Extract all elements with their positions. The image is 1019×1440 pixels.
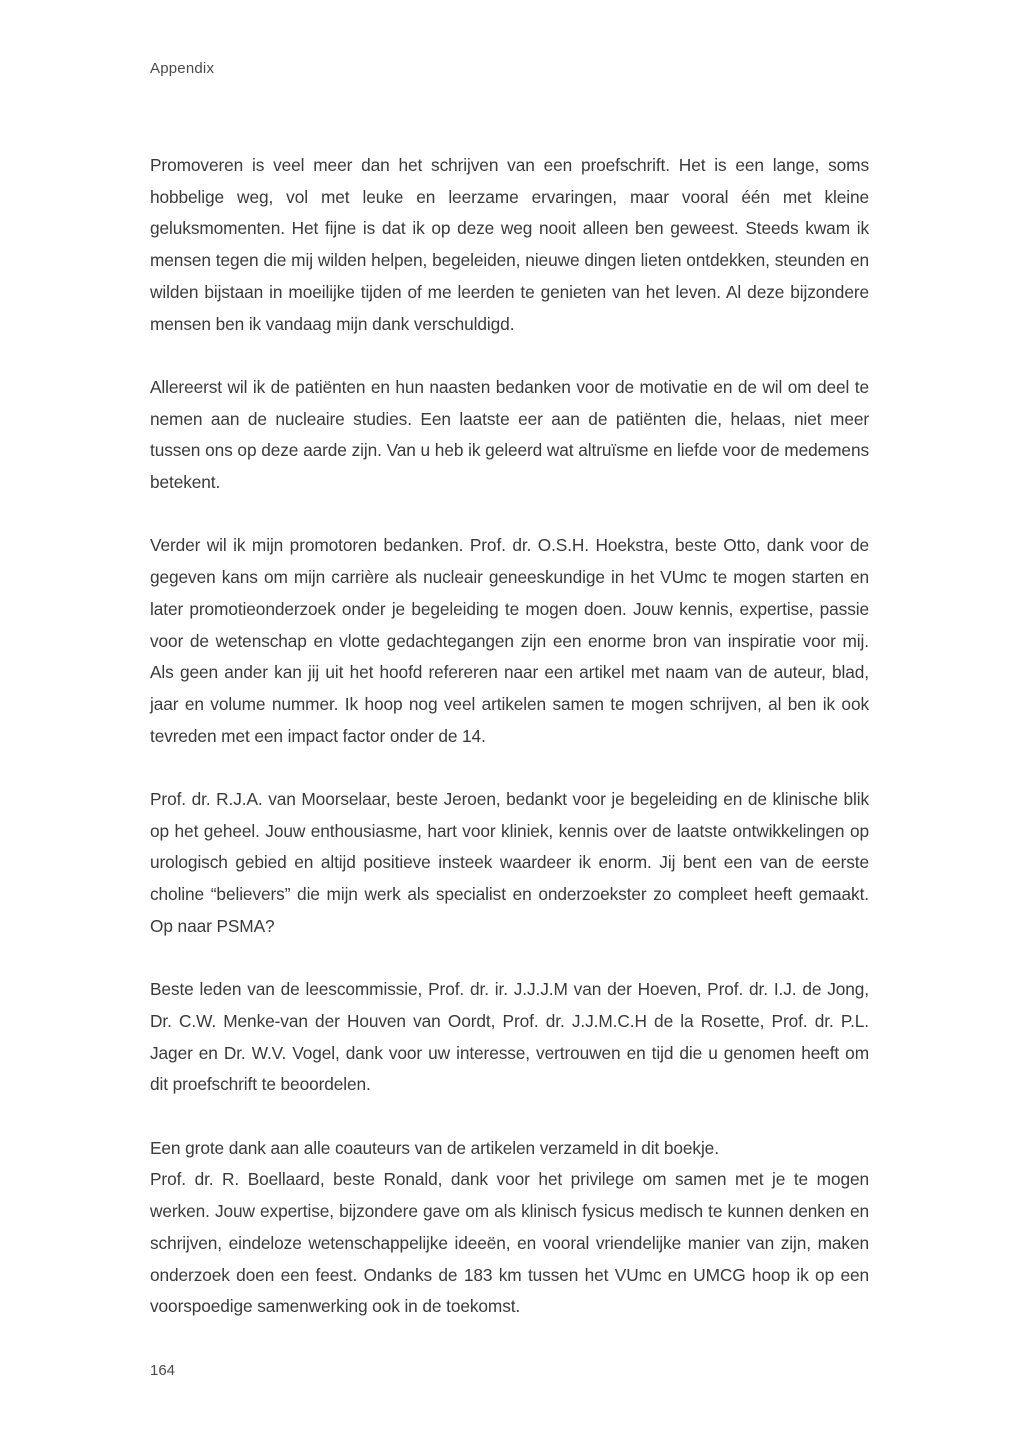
- paragraph-boellaard: Prof. dr. R. Boellaard, beste Ronald, dank voor het privilege om samen met je te mogen werken. Jouw expertise, bijzondere gave om als klinisch fysicus medisch te kunnen denken en schrijven, eindeloze wetenschappelijke ideeën, en vooral vriendelijke manier van zijn, maken onderzoek doen een feest. Ondanks de 183 km tussen het VUmc en UMCG hoop ik op een voorspoedige samenwerking ook in de toekomst.: [150, 1169, 869, 1317]
- paragraph-leescommissie: Beste leden van de leescommissie, Prof. dr. ir. J.J.J.M van der Hoeven, Prof. dr. I.J. de Jong, Dr. C.W. Menke-van der Houven van Oordt, Prof. dr. J.J.M.C.H de la Rosette, Prof. dr. P.L. Jager en Dr. W.V. Vogel, dank voor uw interesse, vertrouwen en tijd die u genomen heeft om dit proefschrift te beoordelen.: [150, 979, 869, 1095]
- paragraph-patients: Allereerst wil ik de patiënten en hun naasten bedanken voor de motivatie en de wil om deel te nemen aan de nucleaire studies. Een laatste eer aan de patiënten die, helaas, niet meer tussen ons op deze aarde zijn. Van u heb ik geleerd wat altruïsme en liefde voor de medemens betekent.: [150, 376, 869, 493]
- paragraph-coauteurs: Een grote dank aan alle coauteurs van de artikelen verzameld in dit boekje.: [150, 1137, 719, 1158]
- paragraph-promotor-hoekstra: Verder wil ik mijn promotoren bedanken. Prof. dr. O.S.H. Hoekstra, beste Otto, dank voor de gegeven kans om mijn carrière als nucleair geneeskundige in het VUmc te mogen starten en later promotieonderzoek onder je begeleiding te mogen doen. Jouw kennis, expertise, passie voor de wetenschap en vlotte gedachtegangen zijn een enorme bron van inspiratie voor mij. Als geen ander kan jij uit het hoofd refereren naar een artikel met naam van de auteur, blad, jaar en volume nummer. Ik hoop nog veel artikelen samen te mogen schrijven, al ben ik ook tevreden met een impact factor onder de 14.: [150, 535, 869, 746]
- running-head: Appendix: [150, 60, 215, 77]
- body-text: [150, 150, 869, 1323]
- paragraph-promotor-van-moorselaar: Prof. dr. R.J.A. van Moorselaar, beste Jeroen, bedankt voor je begeleiding en de klinische blik op het geheel. Jouw enthousiasme, hart voor kliniek, kennis over de laatste ontwikkelingen op urologisch gebied en altijd positieve insteek waardeer ik enorm. Jij bent een van de eerste choline “believers” die mijn werk als specialist en onderzoekster zo compleet heeft gemaakt. Op naar PSMA?: [150, 789, 869, 936]
- page-number: 164: [150, 1362, 176, 1379]
- paragraph-intro: Promoveren is veel meer dan het schrijven van een proefschrift. Het is een lange, soms hobbelige weg, vol met leuke en leerzame ervaringen, maar vooral één met kleine geluksmomenten. Het fijne is dat ik op deze weg nooit alleen ben geweest. Steeds kwam ik mensen tegen die mij wilden helpen, begeleiden, nieuwe dingen lieten ontdekken, steunden en wilden bijstaan in moeilijke tijden of me leerden te genieten van het leven. Al deze bijzondere mensen ben ik vandaag mijn dank verschuldigd.: [150, 155, 869, 334]
